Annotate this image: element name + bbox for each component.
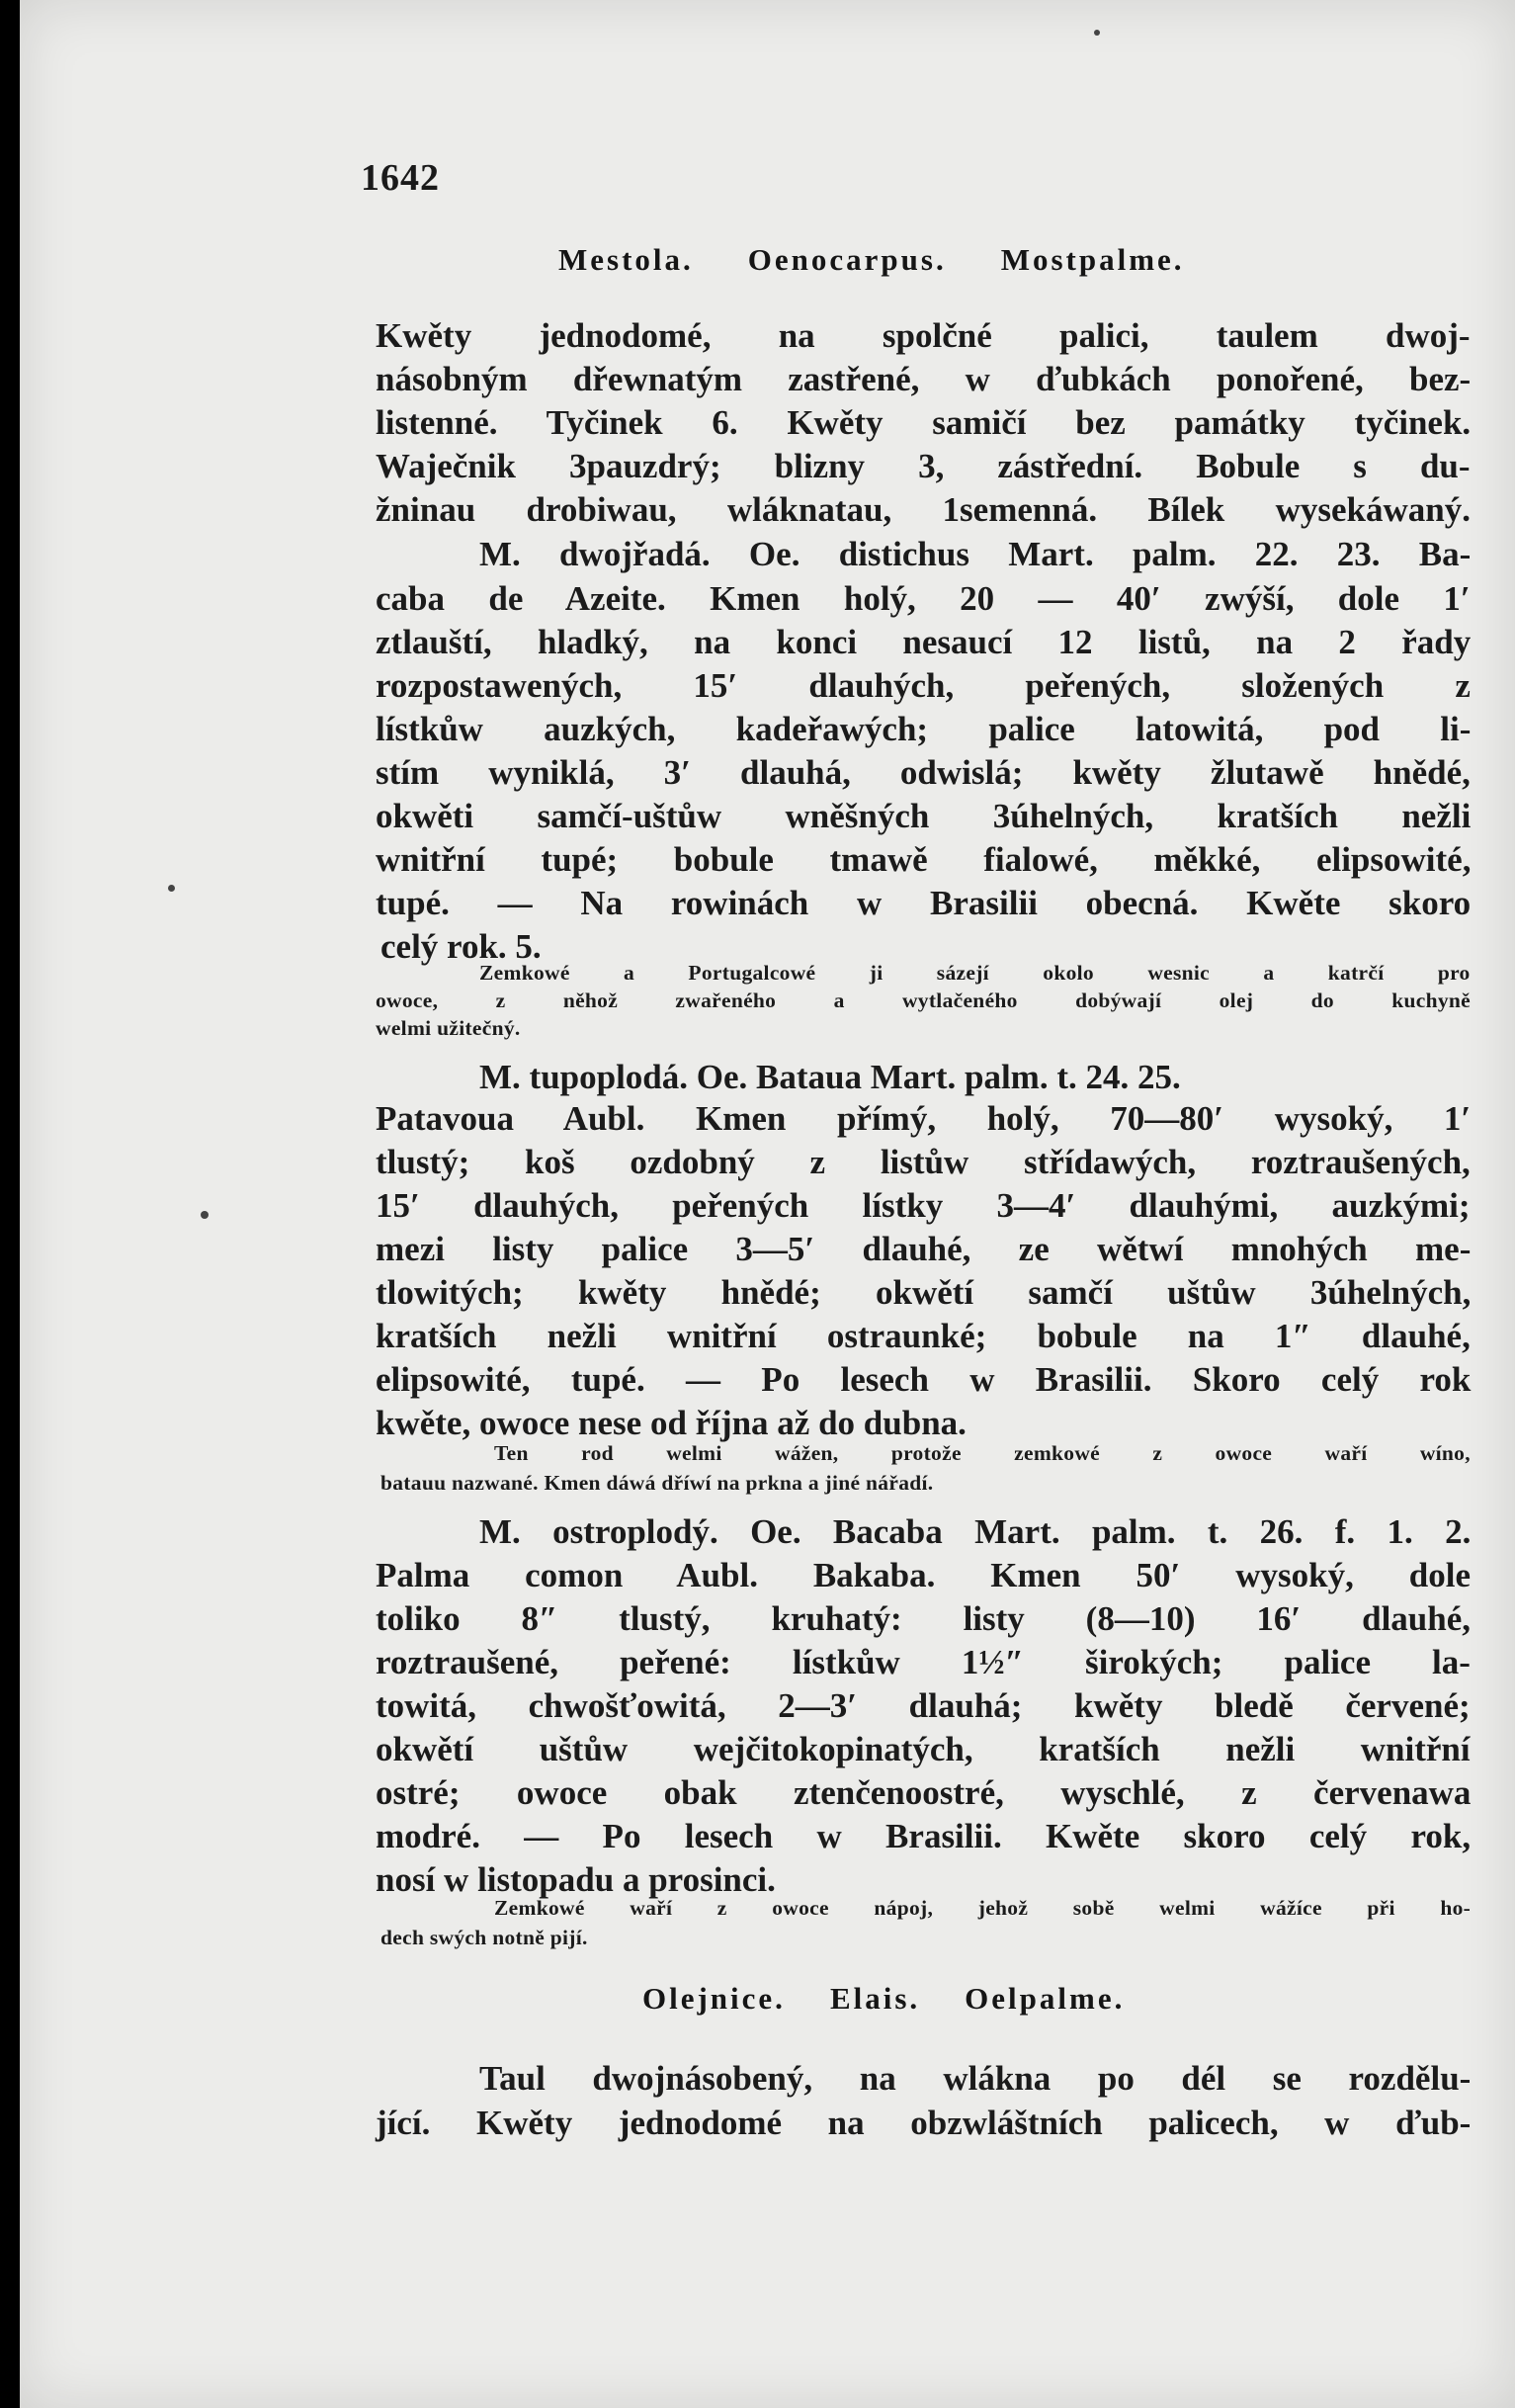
scan-border	[0, 0, 20, 2408]
body-text-line: mezi listy palice 3—5′ dlauhé, ze wětwí mnohých me-	[376, 1230, 1472, 1268]
dust-speck	[1094, 30, 1100, 36]
body-text-line: stím wyniklá, 3′ dlauhá, odwislá; kwěty žlutawě hnědé,	[376, 753, 1471, 792]
body-text-line: okwěti samčí-uštůw wněšných 3úhelných, kratších nežli	[376, 797, 1472, 835]
body-text-line: Waječnik 3pauzdrý; blizny 3, zástřední. Bobule s du-	[376, 447, 1471, 485]
body-text-line: M. dwojřadá. Oe. distichus Mart. palm. 22. 23. Ba-	[479, 535, 1472, 573]
book-page	[20, 0, 1515, 2408]
body-text-line: caba de Azeite. Kmen holý, 20 — 40′ zwýší, dole 1′	[376, 579, 1471, 618]
body-text-line: násobným dřewnatým zastřené, w ďubkách ponořené, bez-	[376, 360, 1472, 398]
body-text-line: Palma comon Aubl. Bakaba. Kmen 50′ wysoký, dole	[376, 1556, 1471, 1594]
next-genus-heading	[642, 1981, 1393, 2017]
body-text-line: lístkůw auzkých, kadeřawých; palice latowitá, pod li-	[376, 710, 1472, 748]
genus-name-latin: Oenocarpus.	[747, 242, 947, 277]
body-text-line: žninau drobiwau, wláknatau, 1semenná. Bílek wysekáwaný.	[376, 490, 1471, 529]
body-text-line: M. ostroplodý. Oe. Bacaba Mart. palm. t. 26. f. 1. 2.	[479, 1512, 1472, 1551]
genus-name-czech: Mestola.	[558, 242, 694, 277]
body-text-line: roztraušené, peřené: lístkůw 1½″ širokých; palice la-	[376, 1643, 1471, 1681]
page-number: 1642	[361, 157, 440, 199]
body-text-note-line: Ten rod welmi wážen, protože zemkowé z owoce waří wíno,	[494, 1441, 1471, 1465]
dust-speck	[168, 885, 175, 892]
body-text-note-line: welmi užitečný.	[376, 1016, 521, 1040]
closing-text-line: jící. Kwěty jednodomé na obzwláštních palicech, w ďub-	[376, 2104, 1472, 2142]
body-text-line: kwěte, owoce nese od října až do dubna.	[376, 1404, 967, 1442]
body-text-line: toliko 8″ tlustý, kruhatý: listy (8—10) 16′ dlauhé,	[376, 1599, 1472, 1638]
next-genus-name-latin: Elais.	[829, 1981, 921, 2016]
body-text-note-line: dech swých notně pijí.	[380, 1926, 588, 1949]
body-text-line: rozpostawených, 15′ dlauhých, peřených, složených z	[376, 666, 1471, 705]
body-text-line: towitá, chwošťowitá, 2—3′ dlauhá; kwěty bledě červené;	[376, 1686, 1471, 1725]
body-text-note-line: Zemkowé waří z owoce nápoj, jehož sobě welmi wážíce při ho-	[494, 1896, 1472, 1920]
body-text-line: listenné. Tyčinek 6. Kwěty samičí bez památky tyčinek.	[376, 403, 1472, 442]
body-text-line: kratších nežli wnitřní ostraunké; bobule na 1″ dlauhé,	[376, 1317, 1471, 1355]
body-text-line: tlowitých; kwěty hnědé; okwětí samčí uštůw 3úhelných,	[376, 1273, 1472, 1312]
body-text-note-line: batauu nazwané. Kmen dáwá dříwí na prkna a jiné nářadí.	[380, 1471, 934, 1495]
body-text-line: wnitřní tupé; bobule tmawě fialowé, měkké, elipsowité,	[376, 840, 1472, 879]
body-text-line: okwětí uštůw wejčitokopinatých, kratších nežli wnitřní	[376, 1730, 1471, 1768]
body-text-line: nosí w listopadu a prosinci.	[376, 1860, 776, 1899]
body-text-line: celý rok. 5.	[380, 927, 542, 966]
next-genus-name-german: Oelpalme.	[965, 1981, 1126, 2016]
body-text-note-line: owoce, z něhož zwařeného a wytlačeného dobýwají olej do kuchyně	[376, 989, 1472, 1012]
dust-speck	[201, 1211, 209, 1219]
body-text-line: 15′ dlauhých, peřených lístky 3—4′ dlauhými, auzkými;	[376, 1186, 1471, 1225]
body-text-line: ztlauští, hladký, na konci nesaucí 12 listů, na 2 řady	[376, 623, 1472, 661]
body-text-line: tupé. — Na rowinách w Brasilii obecná. Kwěte skoro	[376, 884, 1472, 922]
closing-text-line: Taul dwojnásobený, na wlákna po dél se rozdělu-	[479, 2059, 1472, 2098]
body-text-note-line: Zemkowé a Portugalcowé ji sázejí okolo wesnic a katrčí pro	[479, 961, 1471, 985]
body-text-line: Kwěty jednodomé, na spolčné palici, taulem dwoj-	[376, 316, 1471, 355]
body-text-line: Patavoua Aubl. Kmen přímý, holý, 70—80′ wysoký, 1′	[376, 1099, 1472, 1138]
body-text-line: ostré; owoce obak ztenčenoostré, wyschlé, z červenawa	[376, 1773, 1472, 1812]
next-genus-name-czech: Olejnice.	[642, 1981, 786, 2016]
body-text-line: modré. — Po lesech w Brasilii. Kwěte skoro celý rok,	[376, 1817, 1472, 1855]
body-text-line: elipsowité, tupé. — Po lesech w Brasilii. Skoro celý rok	[376, 1360, 1472, 1399]
body-text-line: M. tupoplodá. Oe. Bataua Mart. palm. t. 24. 25.	[479, 1058, 1181, 1096]
genus-name-german: Mostpalme.	[1000, 242, 1185, 277]
genus-heading	[558, 242, 1309, 278]
body-text-line: tlustý; koš ozdobný z listůw střídawých, roztraušených,	[376, 1143, 1471, 1181]
